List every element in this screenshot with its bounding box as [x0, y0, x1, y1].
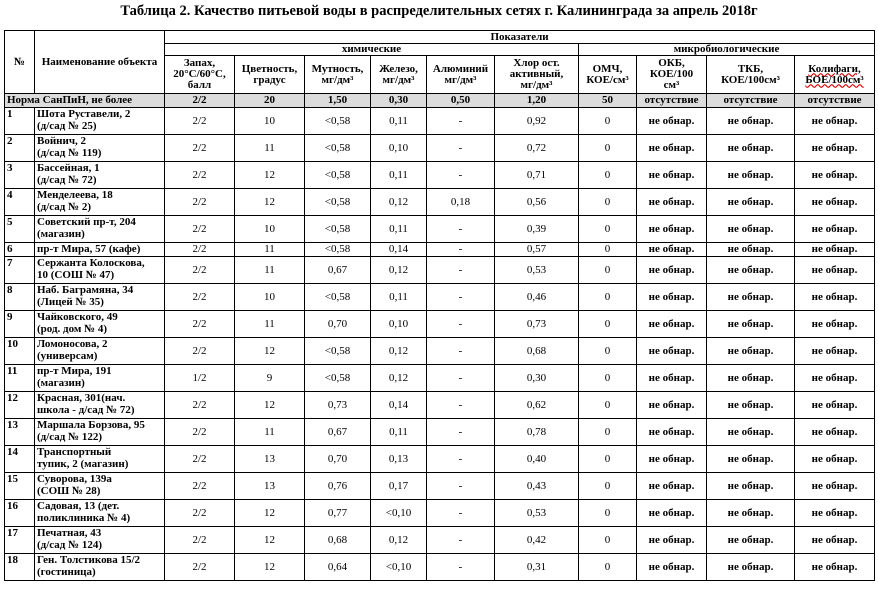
cell-tkb: не обнар. — [707, 284, 795, 311]
cell-color: 11 — [235, 311, 305, 338]
cell-aluminum: - — [427, 446, 495, 473]
cell-object-name: Суворова, 139а (СОШ № 28) — [35, 473, 165, 500]
cell-turbidity: 0,70 — [305, 446, 371, 473]
cell-odor: 2/2 — [165, 446, 235, 473]
cell-turbidity: 0,73 — [305, 392, 371, 419]
cell-coliphages: не обнар. — [795, 419, 875, 446]
cell-okb: не обнар. — [637, 527, 707, 554]
cell-okb: не обнар. — [637, 500, 707, 527]
cell-tkb: не обнар. — [707, 257, 795, 284]
cell-coliphages: не обнар. — [795, 284, 875, 311]
cell-iron: 0,11 — [371, 162, 427, 189]
cell-chlorine: 0,39 — [495, 216, 579, 243]
table-row — [5, 473, 875, 500]
cell-iron: 0,14 — [371, 243, 427, 257]
cell-odor: 2/2 — [165, 162, 235, 189]
norm-chlorine: 1,20 — [495, 94, 579, 108]
cell-omch: 0 — [579, 500, 637, 527]
cell-color: 12 — [235, 527, 305, 554]
cell-chlorine: 0,31 — [495, 554, 579, 581]
cell-coliphages: не обнар. — [795, 108, 875, 135]
cell-turbidity: <0,58 — [305, 216, 371, 243]
cell-omch: 0 — [579, 554, 637, 581]
header-microbiological: микробиологические — [579, 44, 875, 56]
cell-coliphages: не обнар. — [795, 338, 875, 365]
table-row — [5, 284, 875, 311]
cell-okb: не обнар. — [637, 365, 707, 392]
cell-coliphages: не обнар. — [795, 162, 875, 189]
cell-okb: не обнар. — [637, 446, 707, 473]
cell-turbidity: <0,58 — [305, 243, 371, 257]
cell-turbidity: <0,58 — [305, 135, 371, 162]
cell-color: 11 — [235, 257, 305, 284]
cell-coliphages: не обнар. — [795, 257, 875, 284]
cell-aluminum: - — [427, 216, 495, 243]
cell-odor: 2/2 — [165, 284, 235, 311]
table-row — [5, 108, 875, 135]
cell-chlorine: 0,68 — [495, 338, 579, 365]
cell-chlorine: 0,56 — [495, 189, 579, 216]
cell-color: 12 — [235, 500, 305, 527]
cell-iron: 0,14 — [371, 392, 427, 419]
cell-odor: 1/2 — [165, 365, 235, 392]
cell-omch: 0 — [579, 257, 637, 284]
cell-chlorine: 0,57 — [495, 243, 579, 257]
cell-coliphages: не обнар. — [795, 527, 875, 554]
cell-object-name: Советский пр-т, 204 (магазин) — [35, 216, 165, 243]
cell-tkb: не обнар. — [707, 108, 795, 135]
cell-omch: 0 — [579, 338, 637, 365]
cell-iron: 0,12 — [371, 527, 427, 554]
cell-aluminum: - — [427, 527, 495, 554]
cell-omch: 0 — [579, 419, 637, 446]
header-color: Цветность, градус — [235, 56, 305, 94]
table-row — [5, 311, 875, 338]
cell-iron: 0,17 — [371, 473, 427, 500]
cell-okb: не обнар. — [637, 257, 707, 284]
cell-omch: 0 — [579, 473, 637, 500]
cell-chlorine: 0,62 — [495, 392, 579, 419]
cell-num: 8 — [5, 284, 35, 311]
cell-iron: 0,12 — [371, 365, 427, 392]
cell-okb: не обнар. — [637, 284, 707, 311]
cell-chlorine: 0,40 — [495, 446, 579, 473]
cell-num: 17 — [5, 527, 35, 554]
cell-omch: 0 — [579, 216, 637, 243]
cell-tkb: не обнар. — [707, 419, 795, 446]
cell-aluminum: - — [427, 392, 495, 419]
cell-chlorine: 0,92 — [495, 108, 579, 135]
norm-iron: 0,30 — [371, 94, 427, 108]
cell-chlorine: 0,53 — [495, 257, 579, 284]
cell-chlorine: 0,53 — [495, 500, 579, 527]
cell-turbidity: <0,58 — [305, 108, 371, 135]
table-row — [5, 392, 875, 419]
norm-label: Норма СанПиН, не более — [5, 94, 165, 108]
cell-num: 7 — [5, 257, 35, 284]
cell-object-name: Чайковского, 49 (род. дом № 4) — [35, 311, 165, 338]
norm-okb: отсутствие — [637, 94, 707, 108]
cell-aluminum: - — [427, 257, 495, 284]
header-object-name: Наименование объекта — [35, 31, 165, 94]
table-row — [5, 162, 875, 189]
header-omch: ОМЧ, КОЕ/см³ — [579, 56, 637, 94]
cell-tkb: не обнар. — [707, 216, 795, 243]
cell-chlorine: 0,46 — [495, 284, 579, 311]
header-chemical: химические — [165, 44, 579, 56]
cell-aluminum: - — [427, 311, 495, 338]
cell-chlorine: 0,72 — [495, 135, 579, 162]
cell-num: 12 — [5, 392, 35, 419]
cell-tkb: не обнар. — [707, 554, 795, 581]
cell-num: 1 — [5, 108, 35, 135]
cell-color: 13 — [235, 473, 305, 500]
cell-aluminum: - — [427, 365, 495, 392]
cell-aluminum: - — [427, 419, 495, 446]
cell-coliphages: не обнар. — [795, 189, 875, 216]
table-row — [5, 365, 875, 392]
cell-tkb: не обнар. — [707, 162, 795, 189]
cell-color: 10 — [235, 108, 305, 135]
cell-num: 10 — [5, 338, 35, 365]
cell-coliphages: не обнар. — [795, 243, 875, 257]
cell-coliphages: не обнар. — [795, 135, 875, 162]
cell-object-name: Печатная, 43 (д/сад № 124) — [35, 527, 165, 554]
cell-num: 4 — [5, 189, 35, 216]
cell-okb: не обнар. — [637, 311, 707, 338]
table-title: Таблица 2. Качество питьевой воды в распределительных сетях г. Калининграда за апрель 2018г — [120, 3, 758, 19]
cell-color: 12 — [235, 338, 305, 365]
cell-turbidity: 0,77 — [305, 500, 371, 527]
cell-odor: 2/2 — [165, 189, 235, 216]
cell-num: 13 — [5, 419, 35, 446]
cell-object-name: Садовая, 13 (дет. поликлиника № 4) — [35, 500, 165, 527]
cell-aluminum: - — [427, 135, 495, 162]
cell-num: 2 — [5, 135, 35, 162]
cell-chlorine: 0,42 — [495, 527, 579, 554]
cell-turbidity: 0,64 — [305, 554, 371, 581]
cell-turbidity: <0,58 — [305, 162, 371, 189]
cell-aluminum: - — [427, 243, 495, 257]
cell-aluminum: - — [427, 162, 495, 189]
cell-iron: 0,11 — [371, 108, 427, 135]
cell-object-name: Красная, 301(нач. школа - д/сад № 72) — [35, 392, 165, 419]
cell-object-name: Сержанта Колоскова, 10 (СОШ № 47) — [35, 257, 165, 284]
cell-omch: 0 — [579, 365, 637, 392]
cell-aluminum: - — [427, 500, 495, 527]
cell-okb: не обнар. — [637, 554, 707, 581]
cell-odor: 2/2 — [165, 243, 235, 257]
header-okb: ОКБ, КОЕ/100 см³ — [637, 56, 707, 94]
norm-tkb: отсутствие — [707, 94, 795, 108]
table-row — [5, 554, 875, 581]
cell-odor: 2/2 — [165, 257, 235, 284]
cell-omch: 0 — [579, 108, 637, 135]
cell-omch: 0 — [579, 446, 637, 473]
cell-object-name: Транспортный тупик, 2 (магазин) — [35, 446, 165, 473]
norm-omch: 50 — [579, 94, 637, 108]
cell-iron: <0,10 — [371, 554, 427, 581]
table-row — [5, 189, 875, 216]
header-turbidity: Мутность, мг/дм³ — [305, 56, 371, 94]
cell-odor: 2/2 — [165, 108, 235, 135]
cell-iron: 0,13 — [371, 446, 427, 473]
cell-tkb: не обнар. — [707, 243, 795, 257]
cell-object-name: Войнич, 2 (д/сад № 119) — [35, 135, 165, 162]
cell-odor: 2/2 — [165, 338, 235, 365]
cell-odor: 2/2 — [165, 392, 235, 419]
header-tkb: ТКБ, КОЕ/100см³ — [707, 56, 795, 94]
cell-tkb: не обнар. — [707, 365, 795, 392]
cell-iron: 0,11 — [371, 419, 427, 446]
cell-object-name: Менделеева, 18 (д/сад № 2) — [35, 189, 165, 216]
norm-turbidity: 1,50 — [305, 94, 371, 108]
cell-num: 15 — [5, 473, 35, 500]
header-num: № — [5, 31, 35, 94]
cell-chlorine: 0,71 — [495, 162, 579, 189]
cell-omch: 0 — [579, 162, 637, 189]
cell-omch: 0 — [579, 392, 637, 419]
cell-aluminum: - — [427, 338, 495, 365]
cell-color: 11 — [235, 243, 305, 257]
header-coliphages: Колифаги, БОЕ/100см³ — [795, 56, 875, 94]
cell-color: 11 — [235, 135, 305, 162]
cell-color: 10 — [235, 216, 305, 243]
cell-tkb: не обнар. — [707, 189, 795, 216]
cell-color: 12 — [235, 554, 305, 581]
cell-omch: 0 — [579, 243, 637, 257]
cell-coliphages: не обнар. — [795, 500, 875, 527]
cell-object-name: Маршала Борзова, 95 (д/сад № 122) — [35, 419, 165, 446]
cell-num: 9 — [5, 311, 35, 338]
table-row — [5, 419, 875, 446]
cell-coliphages: не обнар. — [795, 392, 875, 419]
cell-color: 11 — [235, 419, 305, 446]
cell-coliphages: не обнар. — [795, 473, 875, 500]
table-row — [5, 338, 875, 365]
header-indicators: Показатели — [165, 31, 875, 44]
norm-row — [5, 94, 875, 108]
header-aluminum: Алюминий мг/дм³ — [427, 56, 495, 94]
cell-okb: не обнар. — [637, 338, 707, 365]
cell-num: 3 — [5, 162, 35, 189]
table-row — [5, 257, 875, 284]
cell-turbidity: <0,58 — [305, 189, 371, 216]
cell-odor: 2/2 — [165, 554, 235, 581]
cell-turbidity: <0,58 — [305, 365, 371, 392]
cell-okb: не обнар. — [637, 216, 707, 243]
norm-color: 20 — [235, 94, 305, 108]
cell-omch: 0 — [579, 284, 637, 311]
cell-turbidity: 0,68 — [305, 527, 371, 554]
header-odor: Запах, 20°С/60°С, балл — [165, 56, 235, 94]
cell-okb: не обнар. — [637, 108, 707, 135]
cell-coliphages: не обнар. — [795, 554, 875, 581]
cell-iron: 0,11 — [371, 284, 427, 311]
cell-okb: не обнар. — [637, 189, 707, 216]
cell-tkb: не обнар. — [707, 135, 795, 162]
cell-iron: <0,10 — [371, 500, 427, 527]
norm-aluminum: 0,50 — [427, 94, 495, 108]
cell-object-name: пр-т Мира, 191 (магазин) — [35, 365, 165, 392]
cell-turbidity: 0,70 — [305, 311, 371, 338]
cell-color: 12 — [235, 392, 305, 419]
cell-chlorine: 0,73 — [495, 311, 579, 338]
cell-tkb: не обнар. — [707, 446, 795, 473]
cell-color: 13 — [235, 446, 305, 473]
cell-object-name: Бассейная, 1 (д/сад № 72) — [35, 162, 165, 189]
cell-iron: 0,10 — [371, 311, 427, 338]
cell-num: 11 — [5, 365, 35, 392]
cell-num: 14 — [5, 446, 35, 473]
cell-aluminum: - — [427, 473, 495, 500]
table-row — [5, 500, 875, 527]
cell-okb: не обнар. — [637, 135, 707, 162]
cell-chlorine: 0,43 — [495, 473, 579, 500]
cell-tkb: не обнар. — [707, 392, 795, 419]
cell-okb: не обнар. — [637, 162, 707, 189]
cell-aluminum: - — [427, 554, 495, 581]
cell-tkb: не обнар. — [707, 500, 795, 527]
cell-turbidity: 0,67 — [305, 419, 371, 446]
cell-okb: не обнар. — [637, 419, 707, 446]
cell-odor: 2/2 — [165, 500, 235, 527]
cell-aluminum: - — [427, 108, 495, 135]
norm-coliphages: отсутствие — [795, 94, 875, 108]
cell-color: 12 — [235, 189, 305, 216]
table-row — [5, 135, 875, 162]
cell-num: 16 — [5, 500, 35, 527]
table-row — [5, 527, 875, 554]
cell-odor: 2/2 — [165, 473, 235, 500]
cell-tkb: не обнар. — [707, 527, 795, 554]
cell-color: 9 — [235, 365, 305, 392]
cell-okb: не обнар. — [637, 392, 707, 419]
cell-object-name: Ломоносова, 2 (универсам) — [35, 338, 165, 365]
cell-omch: 0 — [579, 189, 637, 216]
cell-coliphages: не обнар. — [795, 311, 875, 338]
cell-odor: 2/2 — [165, 216, 235, 243]
cell-iron: 0,11 — [371, 216, 427, 243]
cell-aluminum: - — [427, 284, 495, 311]
cell-okb: не обнар. — [637, 243, 707, 257]
cell-coliphages: не обнар. — [795, 216, 875, 243]
cell-chlorine: 0,78 — [495, 419, 579, 446]
cell-iron: 0,12 — [371, 257, 427, 284]
cell-iron: 0,12 — [371, 338, 427, 365]
cell-num: 6 — [5, 243, 35, 257]
cell-turbidity: 0,67 — [305, 257, 371, 284]
cell-object-name: Шота Руставели, 2 (д/сад № 25) — [35, 108, 165, 135]
cell-color: 10 — [235, 284, 305, 311]
cell-iron: 0,10 — [371, 135, 427, 162]
cell-tkb: не обнар. — [707, 338, 795, 365]
header-iron: Железо, мг/дм³ — [371, 56, 427, 94]
cell-coliphages: не обнар. — [795, 365, 875, 392]
cell-omch: 0 — [579, 135, 637, 162]
water-quality-table — [4, 30, 875, 581]
cell-omch: 0 — [579, 527, 637, 554]
cell-odor: 2/2 — [165, 527, 235, 554]
cell-odor: 2/2 — [165, 311, 235, 338]
cell-iron: 0,12 — [371, 189, 427, 216]
cell-coliphages: не обнар. — [795, 446, 875, 473]
cell-turbidity: <0,58 — [305, 338, 371, 365]
table-row — [5, 446, 875, 473]
cell-object-name: Наб. Баграмяна, 34 (Лицей № 35) — [35, 284, 165, 311]
table-row — [5, 243, 875, 257]
cell-tkb: не обнар. — [707, 311, 795, 338]
cell-turbidity: 0,76 — [305, 473, 371, 500]
cell-okb: не обнар. — [637, 473, 707, 500]
cell-chlorine: 0,30 — [495, 365, 579, 392]
norm-odor: 2/2 — [165, 94, 235, 108]
cell-odor: 2/2 — [165, 419, 235, 446]
cell-color: 12 — [235, 162, 305, 189]
table-row — [5, 216, 875, 243]
cell-object-name: Ген. Толстикова 15/2 (гостиница) — [35, 554, 165, 581]
cell-object-name: пр-т Мира, 57 (кафе) — [35, 243, 165, 257]
cell-omch: 0 — [579, 311, 637, 338]
cell-tkb: не обнар. — [707, 473, 795, 500]
header-chlorine: Хлор ост. активный, мг/дм³ — [495, 56, 579, 94]
cell-aluminum: 0,18 — [427, 189, 495, 216]
cell-num: 18 — [5, 554, 35, 581]
cell-turbidity: <0,58 — [305, 284, 371, 311]
cell-odor: 2/2 — [165, 135, 235, 162]
cell-num: 5 — [5, 216, 35, 243]
